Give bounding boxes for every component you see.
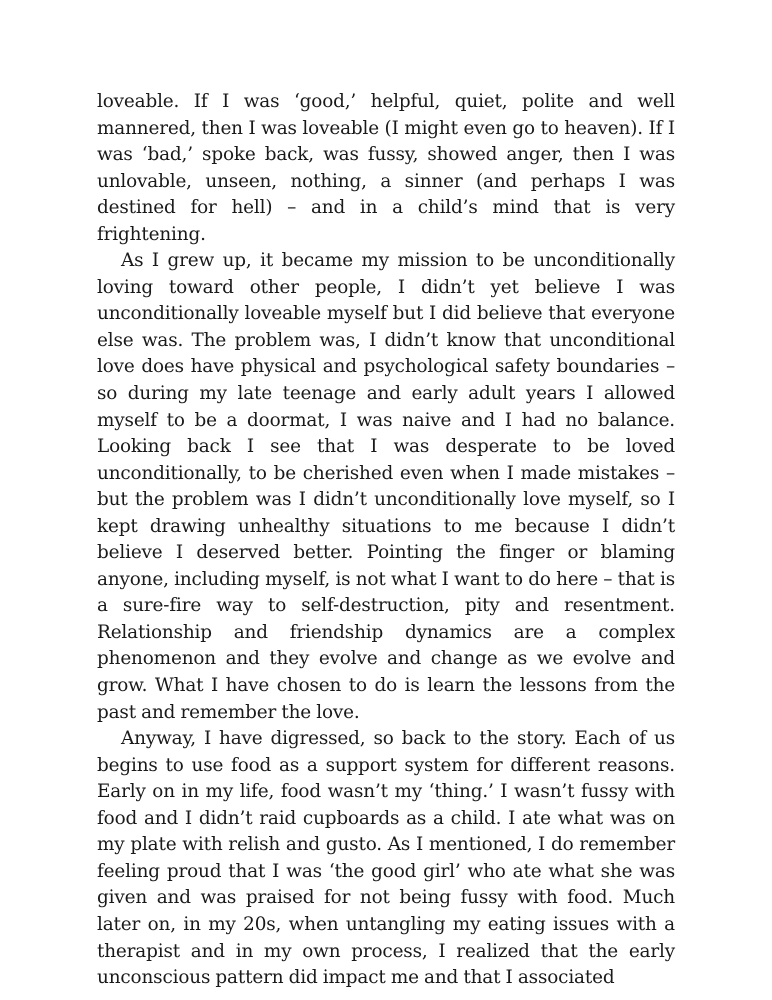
book-page xyxy=(97,89,675,992)
paragraph-1: loveable. If I was ‘good,’ helpful, quiet, polite and well mannered, then I was loveable (I might even go to heaven). If I was ‘bad,’ spoke back, was fussy, showed anger, then I was unlovable, unseen, nothing, a sinner (and perhaps I was destined for hell) – and in a child’s mind that is very frightening. xyxy=(97,91,675,245)
paragraph-3: Anyway, I have digressed, so back to the story. Each of us begins to use food as a support system for different reasons. Early on in my life, food wasn’t my ‘thing.’ I wasn’t fussy with food and I didn’t raid cupboards as a child. I ate what was on my plate with relish and gusto. As I mentioned, I do remember feeling proud that I was ‘the good girl’ who ate what she was given and was praised for not being fussy with food. Much later on, in my 20s, when untangling my eating issues with a therapist and in my own process, I realized that the early unconscious pattern did impact me and that I associated xyxy=(97,728,675,989)
paragraph-2: As I grew up, it became my mission to be unconditionally loving toward other people, I didn’t yet believe I was unconditionally loveable myself but I did believe that everyone else was. The problem was, I didn’t know that unconditional love does have physical and psychological safety boundaries – so during my late teenage and early adult years I allowed myself to be a doormat, I was naive and I had no balance. Looking back I see that I was desperate to be loved unconditionally, to be cherished even when I made mistakes – but the problem was I didn’t unconditionally love myself, so I kept drawing unhealthy situations to me because I didn’t believe I deserved better. Pointing the finger or blaming anyone, including myself, is not what I want to do here – that is a sure-fire way to self-destruction, pity and resentment. Relationship and friendship dynamics are a complex phenomenon and they evolve and change as we evolve and grow. What I have chosen to do is learn the lessons from the past and remember the love. xyxy=(97,250,675,723)
